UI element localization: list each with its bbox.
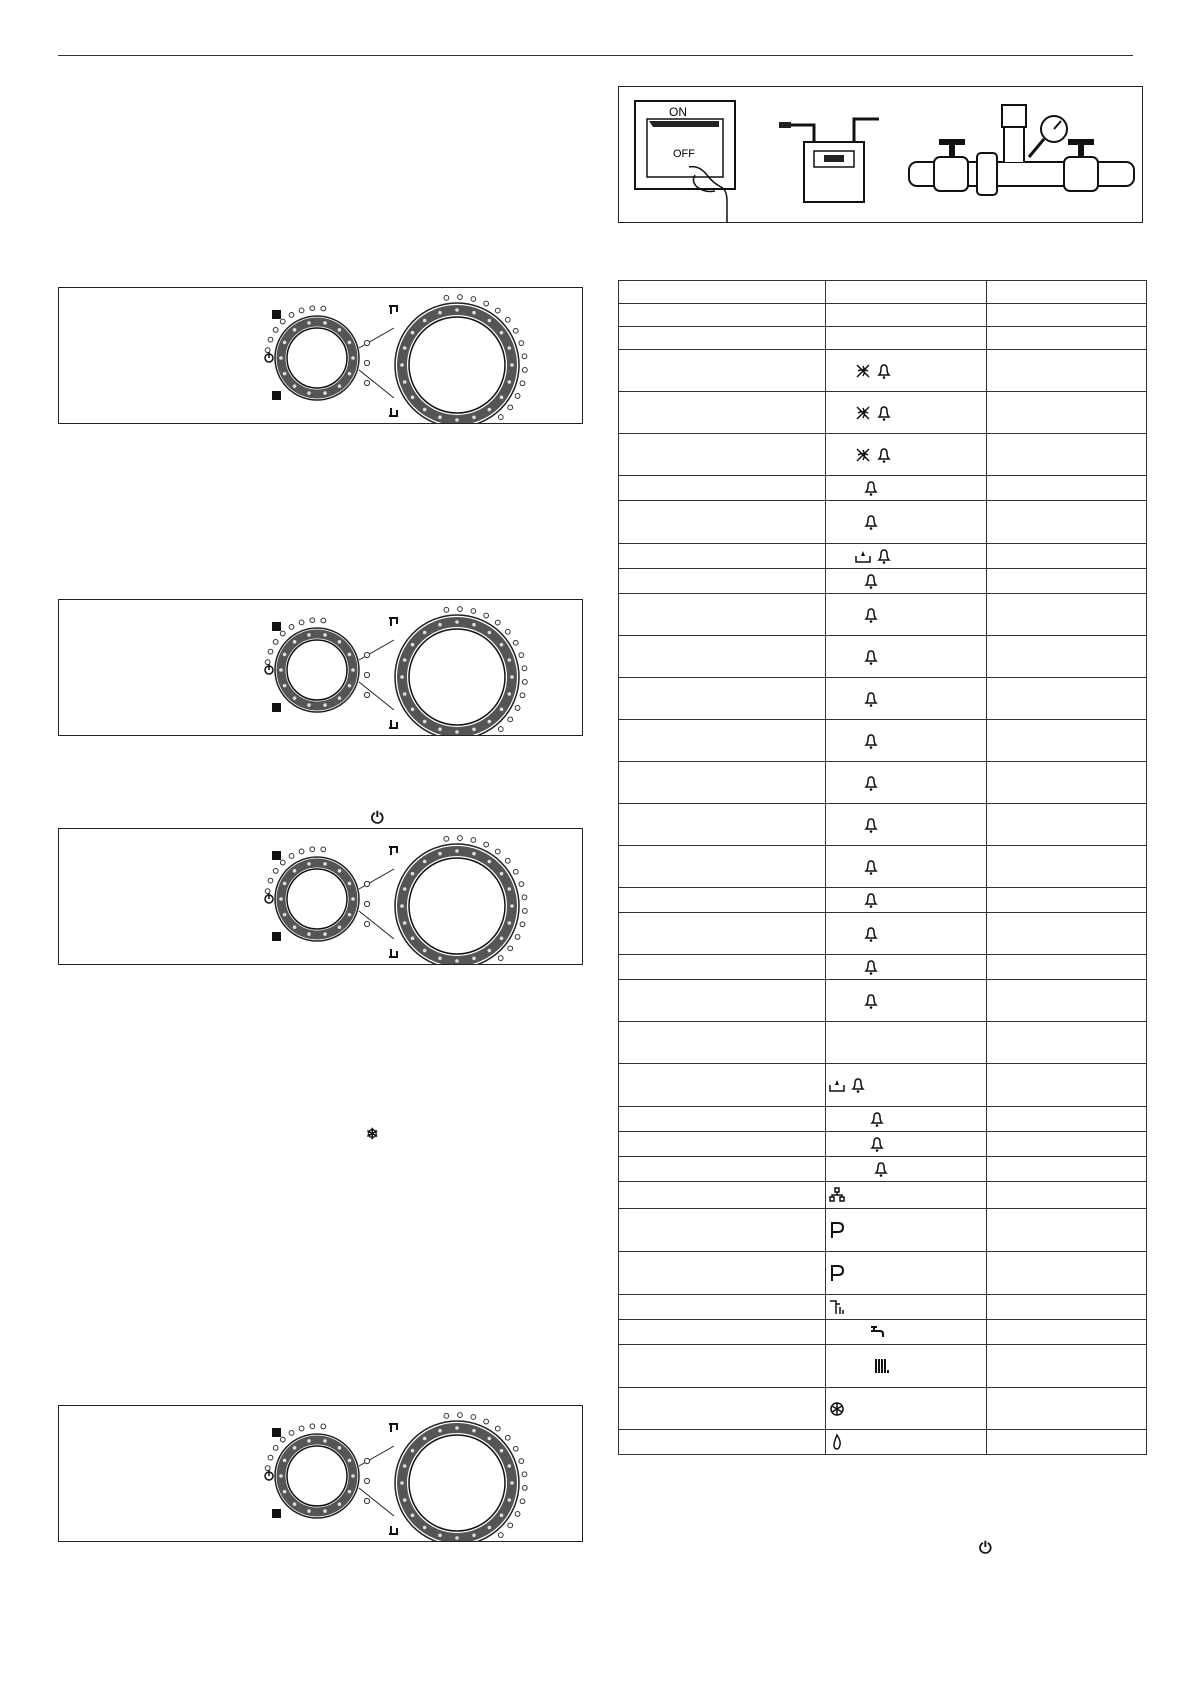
display-symbol-cell xyxy=(826,1430,987,1455)
remedy-cell xyxy=(987,1157,1147,1182)
parameter-p-icon xyxy=(828,1221,846,1239)
switch-off-label: OFF xyxy=(673,148,695,160)
remedy-cell xyxy=(987,720,1147,762)
bell-icon xyxy=(862,925,880,943)
display-symbol-cell xyxy=(826,846,987,888)
fault-description-cell xyxy=(619,1345,826,1388)
display-symbol-cell xyxy=(826,804,987,846)
fault-description-cell xyxy=(619,636,826,678)
dhw-tap-icon xyxy=(389,618,397,626)
fan-crossed-icon xyxy=(854,404,872,422)
tap-icon xyxy=(868,1323,886,1341)
table-row xyxy=(619,594,1147,636)
fault-description-cell xyxy=(619,762,826,804)
heating-tap-icon xyxy=(389,720,397,728)
fault-description-cell xyxy=(619,594,826,636)
fault-description-cell xyxy=(619,304,826,327)
table-row xyxy=(619,392,1147,434)
moon-square-icon xyxy=(272,932,281,941)
valve-assembly-icon xyxy=(909,105,1134,195)
fault-description-cell xyxy=(619,804,826,846)
bell-icon xyxy=(868,1135,886,1153)
remedy-cell xyxy=(987,327,1147,350)
control-panel-dials xyxy=(265,607,527,735)
control-panel-figure-3 xyxy=(58,828,583,965)
display-symbol-cell xyxy=(826,594,987,636)
table-row xyxy=(619,980,1147,1022)
display-symbol-cell xyxy=(826,434,987,476)
table-row xyxy=(619,955,1147,980)
remedy-cell xyxy=(987,1182,1147,1209)
remedy-cell xyxy=(987,1320,1147,1345)
top-rule xyxy=(58,55,1133,56)
remedy-cell xyxy=(987,569,1147,594)
table-row xyxy=(619,1388,1147,1430)
power-icon xyxy=(265,893,273,903)
remedy-cell xyxy=(987,392,1147,434)
table-row xyxy=(619,1430,1147,1455)
bell-icon xyxy=(875,404,893,422)
water-pressure-icon xyxy=(854,547,872,565)
remedy-cell xyxy=(987,350,1147,392)
display-symbol-cell xyxy=(826,476,987,501)
remedy-cell xyxy=(987,980,1147,1022)
table-row xyxy=(619,281,1147,304)
display-symbol-cell xyxy=(826,1252,987,1295)
bell-icon xyxy=(849,1076,867,1094)
fault-description-cell xyxy=(619,913,826,955)
table-row xyxy=(619,476,1147,501)
remedy-cell xyxy=(987,1132,1147,1157)
heating-tap-icon xyxy=(389,1526,397,1534)
bell-icon xyxy=(862,479,880,497)
remedy-cell xyxy=(987,1345,1147,1388)
display-symbol-cell xyxy=(826,636,987,678)
fault-description-cell xyxy=(619,1157,826,1182)
control-panel-figure-4 xyxy=(58,1405,583,1542)
bell-icon xyxy=(862,891,880,909)
display-symbol-cell xyxy=(826,720,987,762)
display-symbol-cell xyxy=(826,392,987,434)
display-symbol-cell xyxy=(826,980,987,1022)
remedy-cell xyxy=(987,913,1147,955)
remedy-cell xyxy=(987,1252,1147,1295)
installation-figure xyxy=(618,86,1143,223)
remedy-cell xyxy=(987,434,1147,476)
parameter-p-icon xyxy=(828,1264,846,1282)
bell-icon xyxy=(862,606,880,624)
fault-description-cell xyxy=(619,1320,826,1345)
display-symbol-cell xyxy=(826,678,987,720)
table-row xyxy=(619,720,1147,762)
fault-description-cell xyxy=(619,1209,826,1252)
standby-icon: ⏻ xyxy=(371,810,384,827)
display-symbol-cell xyxy=(826,888,987,913)
bell-icon xyxy=(862,648,880,666)
remedy-cell xyxy=(987,804,1147,846)
bell-icon xyxy=(862,774,880,792)
display-symbol-cell xyxy=(826,1388,987,1430)
fault-description-cell xyxy=(619,888,826,913)
fault-description-cell xyxy=(619,544,826,569)
table-row xyxy=(619,1345,1147,1388)
table-row xyxy=(619,569,1147,594)
remedy-cell xyxy=(987,888,1147,913)
control-panel-dials xyxy=(265,836,527,964)
table-row xyxy=(619,434,1147,476)
table-row xyxy=(619,1209,1147,1252)
display-symbol-cell xyxy=(826,913,987,955)
table-row xyxy=(619,1157,1147,1182)
display-symbol-cell xyxy=(826,955,987,980)
display-symbol-cell xyxy=(826,1209,987,1252)
remedy-cell xyxy=(987,955,1147,980)
power-icon xyxy=(265,352,273,362)
fault-description-cell xyxy=(619,846,826,888)
chimney-sweep-icon xyxy=(828,1298,846,1316)
bell-icon xyxy=(872,1160,890,1178)
sun-square-icon xyxy=(272,622,281,631)
moon-square-icon xyxy=(272,391,281,400)
remedy-cell xyxy=(987,636,1147,678)
remedy-cell xyxy=(987,476,1147,501)
table-row xyxy=(619,762,1147,804)
display-symbol-cell xyxy=(826,762,987,804)
power-icon xyxy=(265,664,273,674)
table-row xyxy=(619,1107,1147,1132)
fault-description-cell xyxy=(619,720,826,762)
moon-square-icon xyxy=(272,1509,281,1518)
sun-square-icon xyxy=(272,310,281,319)
fault-description-cell xyxy=(619,476,826,501)
gas-meter-icon xyxy=(779,119,879,202)
remedy-cell xyxy=(987,501,1147,544)
bell-icon xyxy=(862,858,880,876)
table-row xyxy=(619,1064,1147,1107)
remedy-cell xyxy=(987,281,1147,304)
water-pressure-icon xyxy=(828,1076,846,1094)
control-panel-dials xyxy=(265,295,527,423)
fault-description-cell xyxy=(619,1022,826,1064)
sun-square-icon xyxy=(272,851,281,860)
table-row xyxy=(619,636,1147,678)
table-row xyxy=(619,544,1147,569)
control-panel-figure-2 xyxy=(58,599,583,736)
control-panel-figure-1 xyxy=(58,287,583,424)
fault-description-cell xyxy=(619,392,826,434)
display-symbol-cell xyxy=(826,544,987,569)
remedy-cell xyxy=(987,544,1147,569)
table-row xyxy=(619,1320,1147,1345)
heating-tap-icon xyxy=(389,408,397,416)
display-symbol-cell xyxy=(826,304,987,327)
display-symbol-cell xyxy=(826,281,987,304)
table-row xyxy=(619,327,1147,350)
bell-icon xyxy=(862,992,880,1010)
remedy-cell xyxy=(987,1388,1147,1430)
table-row xyxy=(619,846,1147,888)
table-row xyxy=(619,304,1147,327)
remedy-cell xyxy=(987,678,1147,720)
display-symbol-cell xyxy=(826,1295,987,1320)
table-row xyxy=(619,1132,1147,1157)
remedy-cell xyxy=(987,594,1147,636)
bell-icon xyxy=(875,547,893,565)
display-symbol-cell xyxy=(826,1064,987,1107)
fault-description-cell xyxy=(619,350,826,392)
display-symbol-cell xyxy=(826,1320,987,1345)
switch-on-label: ON xyxy=(669,105,687,119)
table-row xyxy=(619,1022,1147,1064)
standby-icon: ⏻ xyxy=(979,1540,992,1557)
fault-description-cell xyxy=(619,1295,826,1320)
moon-square-icon xyxy=(272,703,281,712)
remedy-cell xyxy=(987,846,1147,888)
table-row xyxy=(619,1182,1147,1209)
table-row xyxy=(619,913,1147,955)
bell-icon xyxy=(862,513,880,531)
fault-description-cell xyxy=(619,1132,826,1157)
remedy-cell xyxy=(987,1107,1147,1132)
display-symbol-cell xyxy=(826,350,987,392)
fault-description-cell xyxy=(619,1107,826,1132)
fan-crossed-icon xyxy=(854,446,872,464)
dhw-tap-icon xyxy=(389,1424,397,1432)
frost-icon xyxy=(828,1400,846,1418)
remedy-cell xyxy=(987,1064,1147,1107)
display-symbol-cell xyxy=(826,1132,987,1157)
fault-description-cell xyxy=(619,1430,826,1455)
fault-description-cell xyxy=(619,434,826,476)
bell-icon xyxy=(862,690,880,708)
display-symbol-cell xyxy=(826,1157,987,1182)
table-row xyxy=(619,350,1147,392)
fault-code-table xyxy=(618,280,1147,1455)
power-icon xyxy=(265,1470,273,1480)
table-row xyxy=(619,804,1147,846)
display-symbol-cell xyxy=(826,1182,987,1209)
fault-description-cell xyxy=(619,569,826,594)
remedy-cell xyxy=(987,1430,1147,1455)
fault-description-cell xyxy=(619,1388,826,1430)
control-panel-dials xyxy=(265,1413,527,1541)
display-symbol-cell xyxy=(826,1107,987,1132)
heating-tap-icon xyxy=(389,949,397,957)
table-row xyxy=(619,1252,1147,1295)
fan-crossed-icon xyxy=(854,362,872,380)
radiator-icon xyxy=(872,1357,890,1375)
fault-description-cell xyxy=(619,955,826,980)
bell-icon xyxy=(862,572,880,590)
remedy-cell xyxy=(987,1209,1147,1252)
remedy-cell xyxy=(987,1022,1147,1064)
bell-icon xyxy=(862,732,880,750)
remedy-cell xyxy=(987,1295,1147,1320)
display-symbol-cell xyxy=(826,327,987,350)
bell-icon xyxy=(875,362,893,380)
table-row xyxy=(619,501,1147,544)
bell-icon xyxy=(862,816,880,834)
main-switch-icon xyxy=(635,101,735,222)
table-row xyxy=(619,1295,1147,1320)
bell-icon xyxy=(862,958,880,976)
network-icon xyxy=(828,1186,846,1204)
fault-description-cell xyxy=(619,501,826,544)
dhw-tap-icon xyxy=(389,306,397,314)
fault-description-cell xyxy=(619,980,826,1022)
fault-description-cell xyxy=(619,1064,826,1107)
installation-illustration xyxy=(619,87,1142,222)
sun-square-icon xyxy=(272,1428,281,1437)
table-row xyxy=(619,888,1147,913)
display-symbol-cell xyxy=(826,1345,987,1388)
frost-protection-icon: ❄ xyxy=(366,1126,379,1143)
fault-description-cell xyxy=(619,281,826,304)
remedy-cell xyxy=(987,762,1147,804)
remedy-cell xyxy=(987,304,1147,327)
fault-description-cell xyxy=(619,327,826,350)
dhw-tap-icon xyxy=(389,847,397,855)
display-symbol-cell xyxy=(826,1022,987,1064)
display-symbol-cell xyxy=(826,569,987,594)
bell-icon xyxy=(875,446,893,464)
fault-description-cell xyxy=(619,1252,826,1295)
table-row xyxy=(619,678,1147,720)
flame-icon xyxy=(828,1433,846,1451)
fault-description-cell xyxy=(619,1182,826,1209)
bell-icon xyxy=(868,1110,886,1128)
display-symbol-cell xyxy=(826,501,987,544)
fault-description-cell xyxy=(619,678,826,720)
